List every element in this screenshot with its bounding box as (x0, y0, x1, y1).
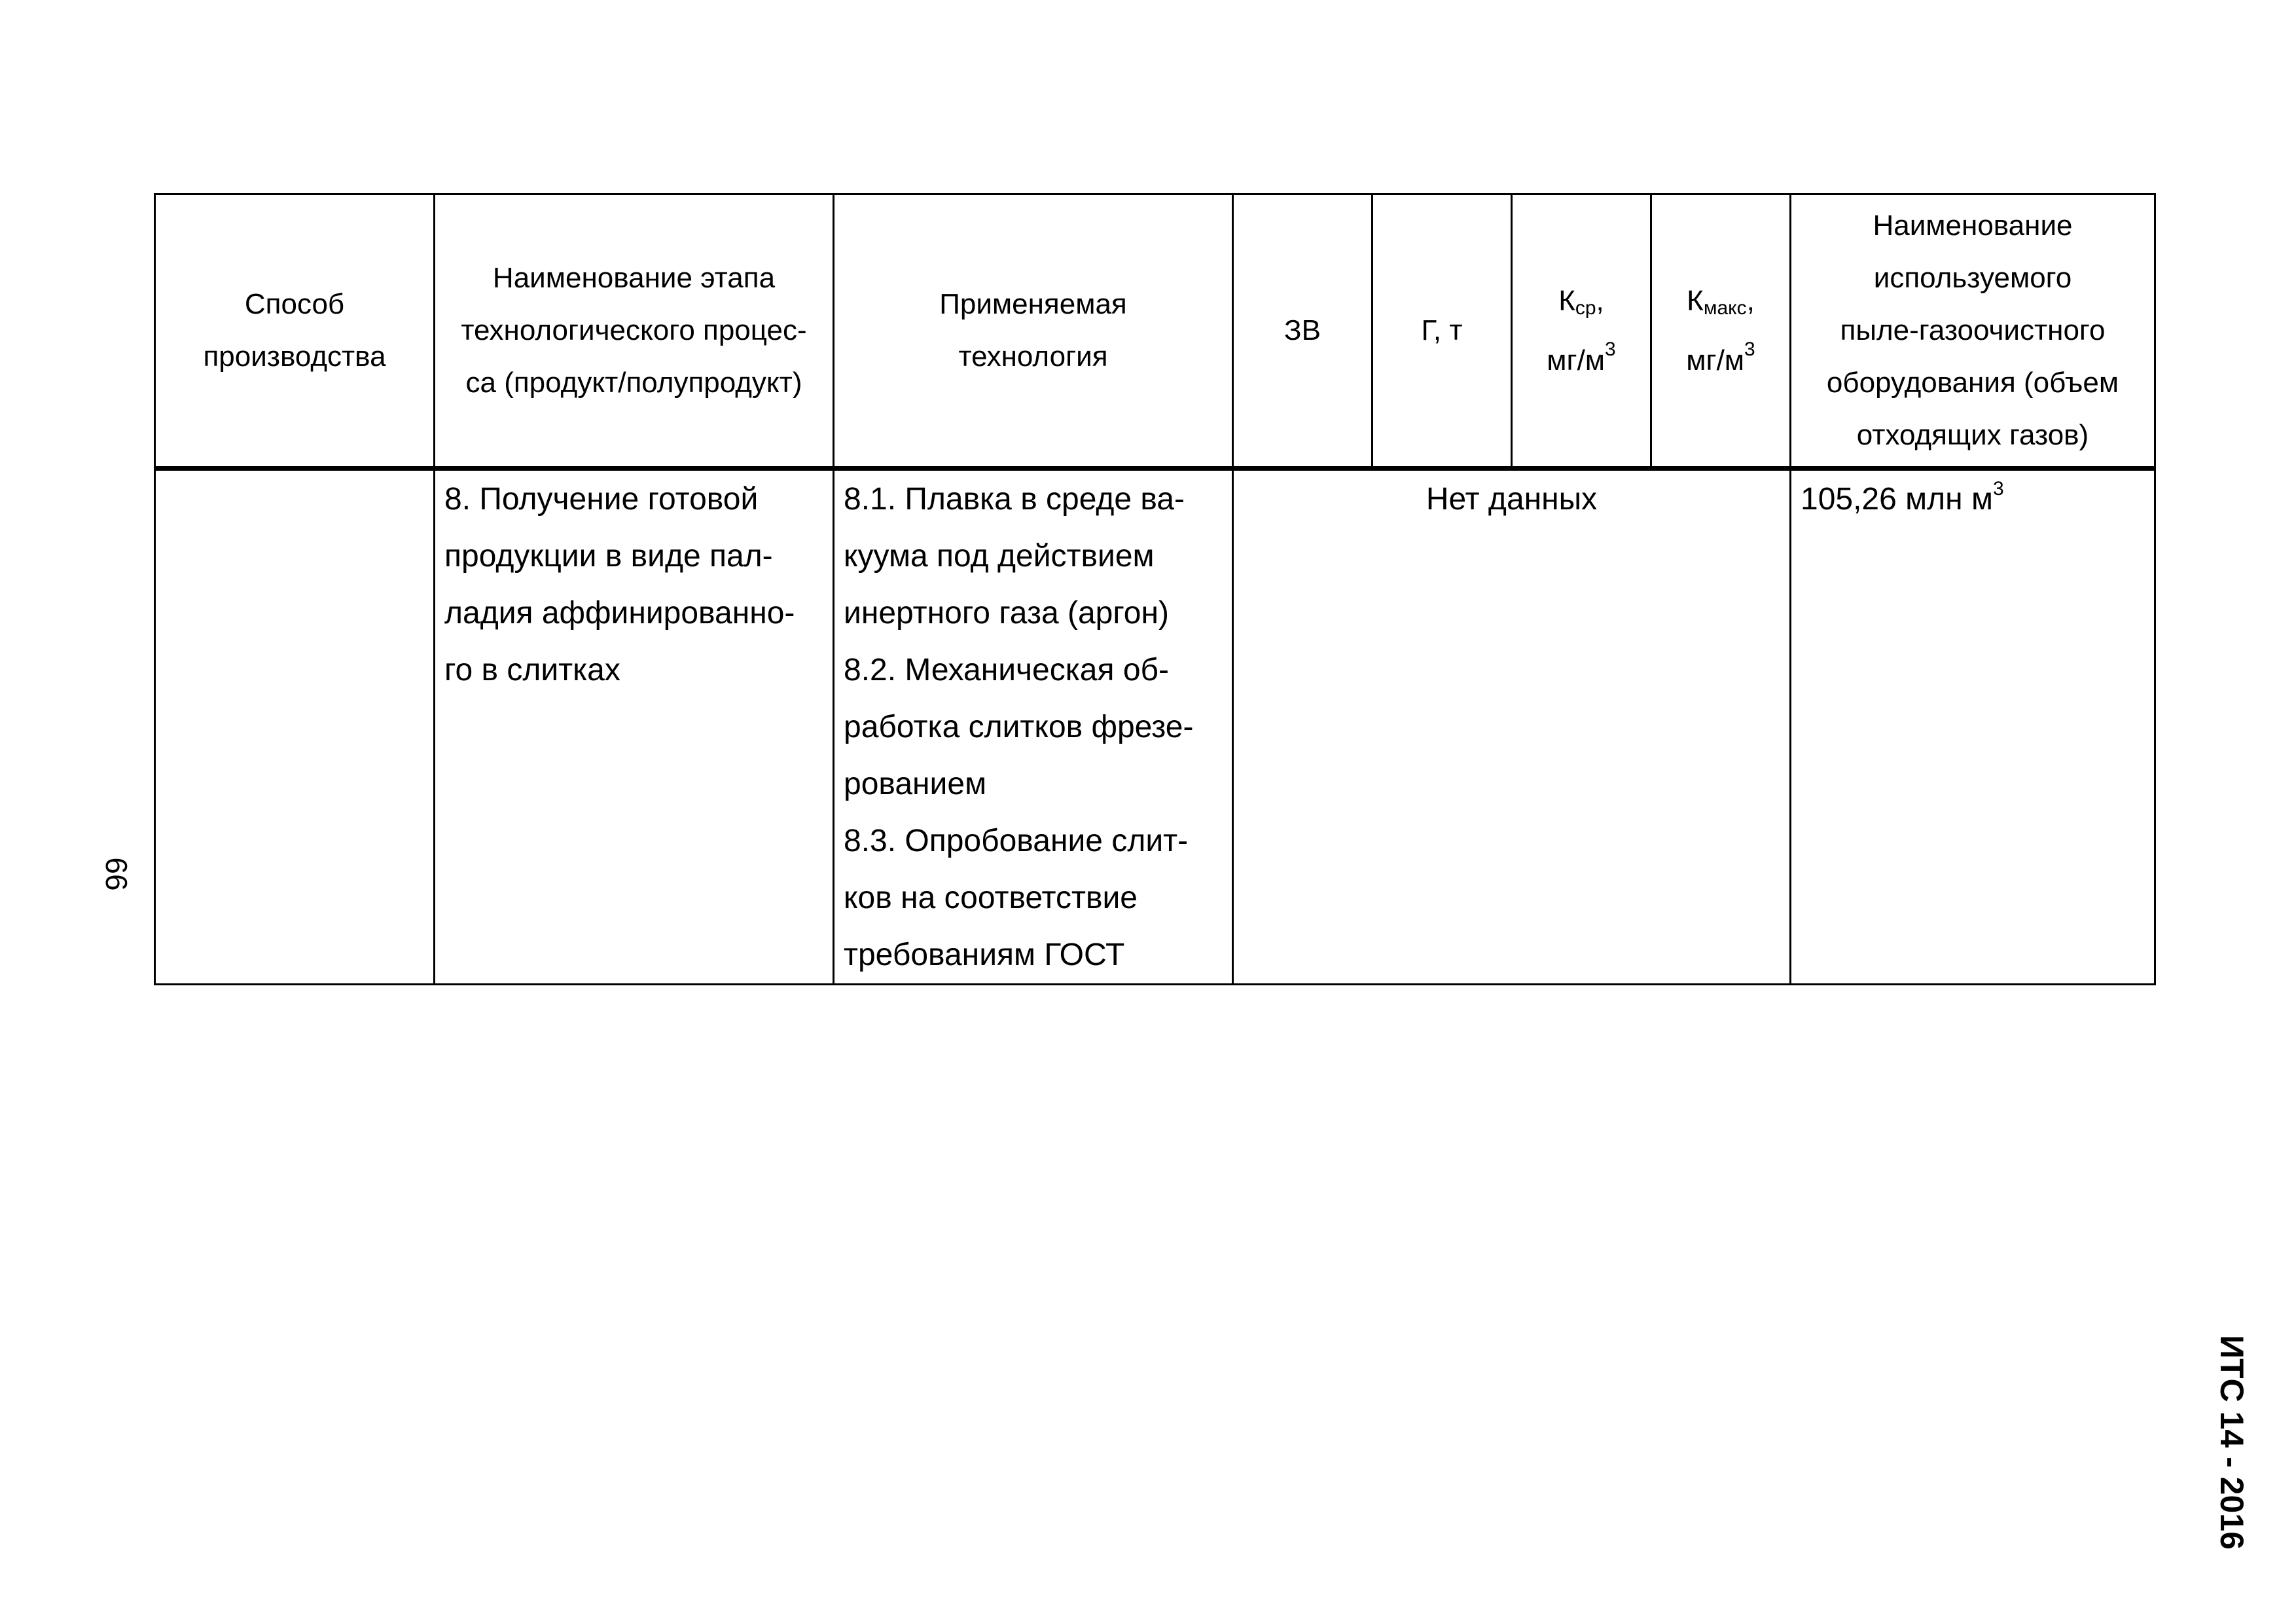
cell-technology: 8.1. Плавка в среде ва- куума под действием инертного газа (аргон) 8.2. Механическая об- работка слитков фрезе- рованием 8.3. Опробование слит- ков на соответствие требованиям ГОСТ (834, 469, 1233, 985)
header-k-max: $К_{макс}$, $мг/м^3$ (1651, 194, 1791, 469)
header-mass: Г, т (1372, 194, 1512, 469)
page-number: 66 (99, 857, 134, 891)
header-method: Способ производства (155, 194, 435, 469)
document-code: ИТС 14 - 2016 (2214, 1335, 2250, 1550)
cell-stage: 8. Получение готовой продукции в виде пал- ладия аффинированно- го в слитках (435, 469, 834, 985)
header-stage: Наименование этапа технологического процес- са (продукт/полупродукт) (435, 194, 834, 469)
header-pollutant: ЗВ (1233, 194, 1372, 469)
header-k-avg: $К_{ср}$, $мг/м^3$ (1512, 194, 1651, 469)
emissions-table (154, 193, 2156, 985)
header-technology: Применяемая технология (834, 194, 1233, 469)
header-equipment: Наименование используемого пыле-газоочистного оборудования (объем отходящих газов) (1791, 194, 2155, 469)
table-row (155, 469, 2155, 985)
header-row (155, 194, 2155, 469)
cell-equipment: 105,26 млн $м^3$ (1791, 469, 2155, 985)
cell-method (155, 469, 435, 985)
cell-no-data: Нет данных (1233, 469, 1791, 985)
